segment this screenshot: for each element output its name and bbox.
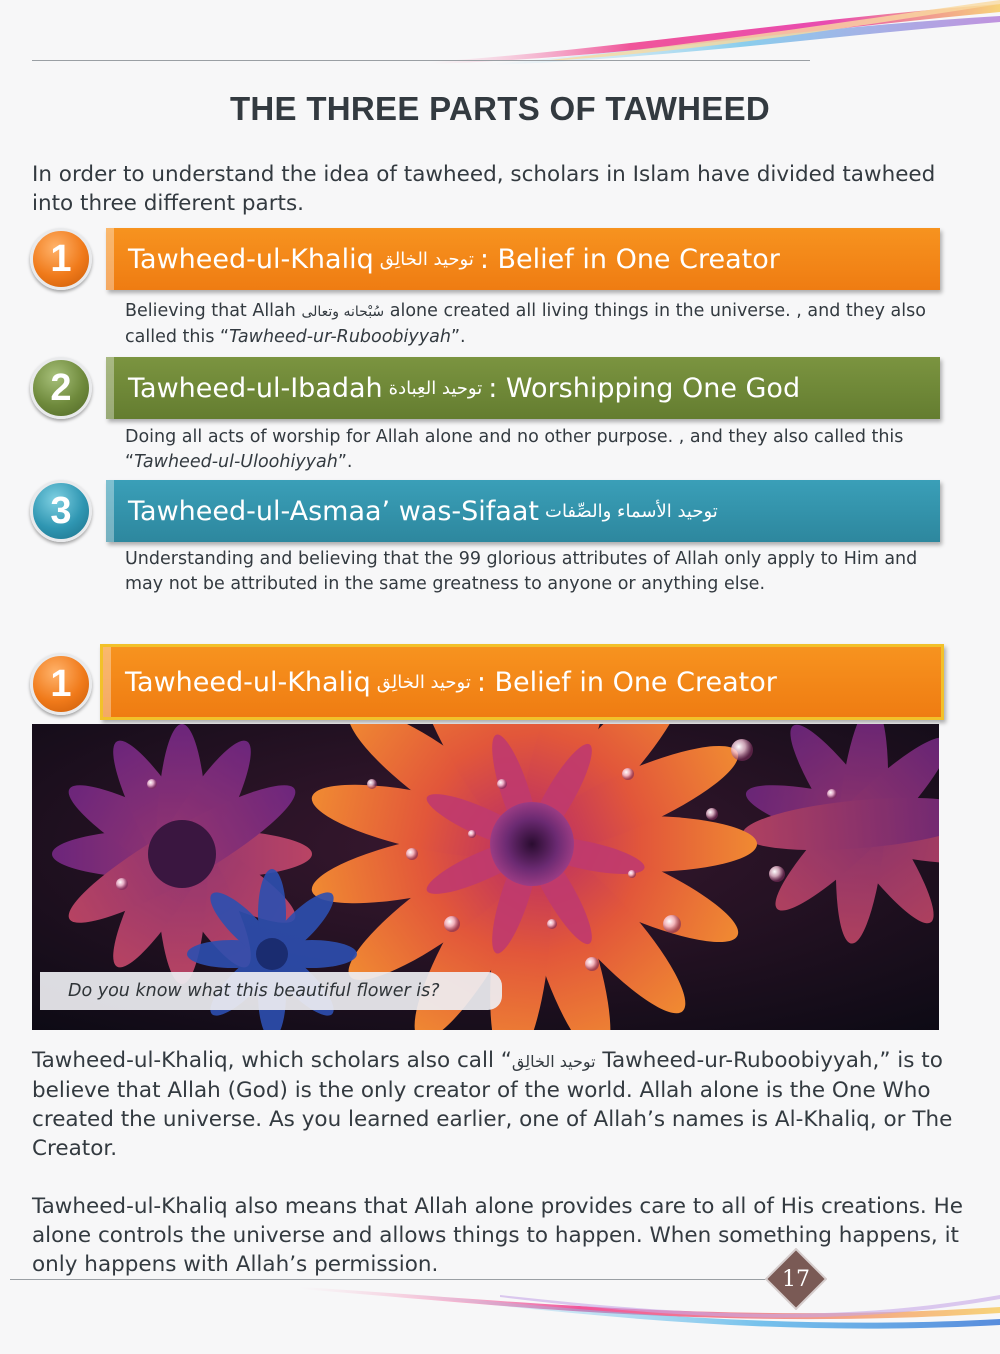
part-meaning: : Belief in One Creator [476,666,777,698]
part-arabic: توحيد الخالِق [379,248,474,270]
banner-part-2 [106,357,940,419]
part-2-description: Doing all acts of worship for Allah alone and no other purpose. , and they also called this “Tawheed-ul-Uloohiyyah”. [125,427,904,472]
part-name: Tawheed-ul-Asmaa’ was-Sifaat [128,495,539,527]
banner-part-3 [106,480,940,542]
part-1-description: Believing that Allah سُبْحانه وتعالى alone created all living things in the universe. , and they also called this “Tawheed-ur-Ruboobiyyah”. [125,301,926,347]
number-badge-1: 1 [30,228,92,290]
decorative-swoosh-bottom [300,1265,1000,1354]
page-number-badge [765,1248,827,1310]
part-meaning: : Worshipping One God [488,372,801,404]
part-arabic: توحيد العِبادة [388,377,483,399]
part-name: Tawheed-ul-Ibadah [128,372,383,404]
body-paragraph-2: Tawheed-ul-Khaliq also means that Allah alone provides care to all of His creations. He alone controls the universe and allows things to happen. When something happens, it only happens with Allah’s permission. [32,1194,963,1277]
number-badge-feature: 1 [30,653,92,715]
part-name: Tawheed-ul-Khaliq [128,243,374,275]
part-arabic: توحيد الخالِق [376,671,471,693]
banner-feature [100,644,944,720]
page-number: 17 [782,1266,810,1292]
number-badge-2: 2 [30,357,92,419]
part-3-description: Understanding and believing that the 99 glorious attributes of Allah only apply to Him and may not be attributed in the same greatness to anyone or anything else. [125,549,918,594]
part-name: Tawheed-ul-Khaliq [125,666,371,698]
part-arabic: توحيد الأسماء والصِّفات [545,500,718,522]
decorative-swoosh-top [430,0,1000,75]
banner-part-1 [106,228,940,290]
part-meaning: : Belief in One Creator [479,243,780,275]
intro-paragraph: In order to understand the idea of tawheed, scholars in Islam have divided tawheed into three different parts. [32,162,936,216]
body-paragraph-1: Tawheed-ul-Khaliq, which scholars also call “توحيد الخالِق Tawheed-ur-Ruboobiyyah,” is to believe that Allah (God) is the only creator of the world. Allah alone is the One Who created the universe. As you learned earlier, one of Allah’s names is Al-Khaliq, or The Creator. [32,1048,953,1161]
top-rule [32,60,810,61]
photo-caption: Do you know what this beautiful flower is? [40,972,502,1010]
page-title: THE THREE PARTS OF TAWHEED [229,90,771,127]
number-badge-3: 3 [30,480,92,542]
